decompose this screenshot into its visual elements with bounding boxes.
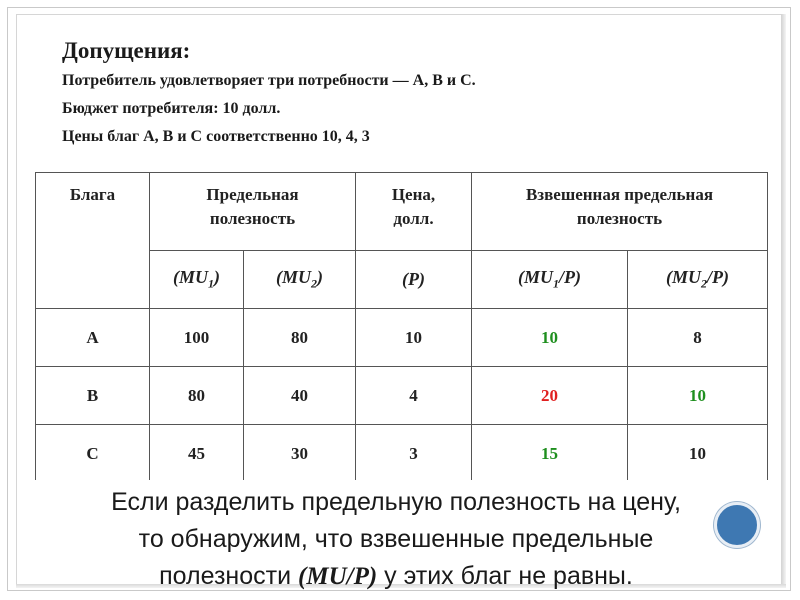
row-c-wmu1: 15 [472, 425, 628, 483]
row-c-good: C [36, 425, 150, 483]
subheader-mu2 [244, 251, 356, 309]
caption-line-3-post: у этих благ не равны. [377, 562, 633, 590]
row-b-mu2: 40 [244, 367, 356, 425]
row-a-wmu1: 10 [472, 309, 628, 367]
row-a-mu2: 80 [244, 309, 356, 367]
table-row [36, 309, 768, 367]
subheader-mu1-close: ) [214, 267, 220, 288]
caption-line-1: Если разделить предельную полезность на цену, [111, 488, 681, 516]
row-a-wmu2: 8 [628, 309, 768, 367]
header-weighted-utility [472, 173, 768, 251]
table-header-row [36, 173, 768, 251]
caption-line-3-pre: полезности [159, 562, 299, 590]
row-c-price: 3 [356, 425, 472, 483]
subheader-wmu1-close: /P) [559, 267, 581, 288]
blue-circle-icon[interactable] [714, 502, 760, 548]
slide-title: Допущения: [62, 38, 191, 63]
subheader-wmu2-text: (MU [666, 267, 701, 288]
caption-symbol: (MU/P) [298, 563, 378, 590]
utility-table [35, 172, 768, 483]
subheader-wmu2 [628, 251, 768, 309]
row-c-mu2: 30 [244, 425, 356, 483]
slide-shadow-right [782, 14, 786, 586]
header-price [356, 173, 472, 251]
row-a-price: 10 [356, 309, 472, 367]
table-row [36, 425, 768, 483]
subheader-mu2-sub: 2 [311, 276, 317, 291]
table-row [36, 367, 768, 425]
row-b-wmu2: 10 [628, 367, 768, 425]
subheader-price: (P) [356, 251, 472, 309]
subheader-wmu1 [472, 251, 628, 309]
row-b-price: 4 [356, 367, 472, 425]
row-b-good: B [36, 367, 150, 425]
header-marginal-utility [150, 173, 356, 251]
assumption-prices: Цены благ А, В и С соответственно 10, 4, 3 [62, 128, 370, 145]
subheader-mu1-sub: 1 [208, 276, 214, 291]
subheader-mu1 [150, 251, 244, 309]
subheader-wmu2-sub: 2 [701, 276, 707, 291]
subheader-wmu1-sub: 1 [553, 276, 559, 291]
row-b-mu1: 80 [150, 367, 244, 425]
caption-line-3 [20, 558, 772, 595]
header-marginal-utility-text: Предельная полезность [206, 185, 299, 228]
assumption-budget: Бюджет потребителя: 10 долл. [62, 100, 281, 117]
caption [20, 484, 772, 595]
subheader-mu2-text: (MU [276, 267, 311, 288]
row-b-wmu1: 20 [472, 367, 628, 425]
header-price-text: Цена, долл. [391, 185, 436, 228]
header-goods: Блага [36, 173, 150, 309]
row-c-wmu2: 10 [628, 425, 768, 483]
subheader-mu2-close: ) [317, 267, 323, 288]
subheader-mu1-text: (MU [173, 267, 208, 288]
row-a-mu1: 100 [150, 309, 244, 367]
subheader-wmu1-text: (MU [518, 267, 553, 288]
subheader-wmu2-close: /P) [707, 267, 729, 288]
row-c-mu1: 45 [150, 425, 244, 483]
header-weighted-utility-text: Взвешенная предельная полезность [525, 185, 714, 228]
caption-line-2: то обнаружим, что взвешенные предельные [138, 525, 654, 553]
assumption-needs: Потребитель удовлетворяет три потребности — А, В и С. [62, 72, 476, 89]
row-a-good: A [36, 309, 150, 367]
